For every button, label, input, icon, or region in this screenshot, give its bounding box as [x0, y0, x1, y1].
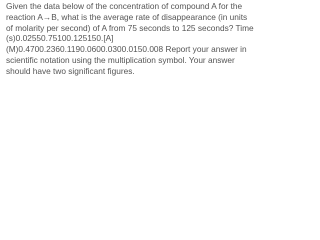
question-text: Given the data below of the concentration of compound A for the reaction A→B, what is the average rate of disappearance (in units of molarity per second) of A from 75 seconds to 125 seconds? Time (s)0.02550.75100.125150.[A](M)0.4700.2360.1190.0600.0300.0150.008 Report your answer in scientific notation using the multiplication symbol. Your answer should have two significant figures.: [6, 1, 254, 76]
question-page: [0, 0, 261, 88]
